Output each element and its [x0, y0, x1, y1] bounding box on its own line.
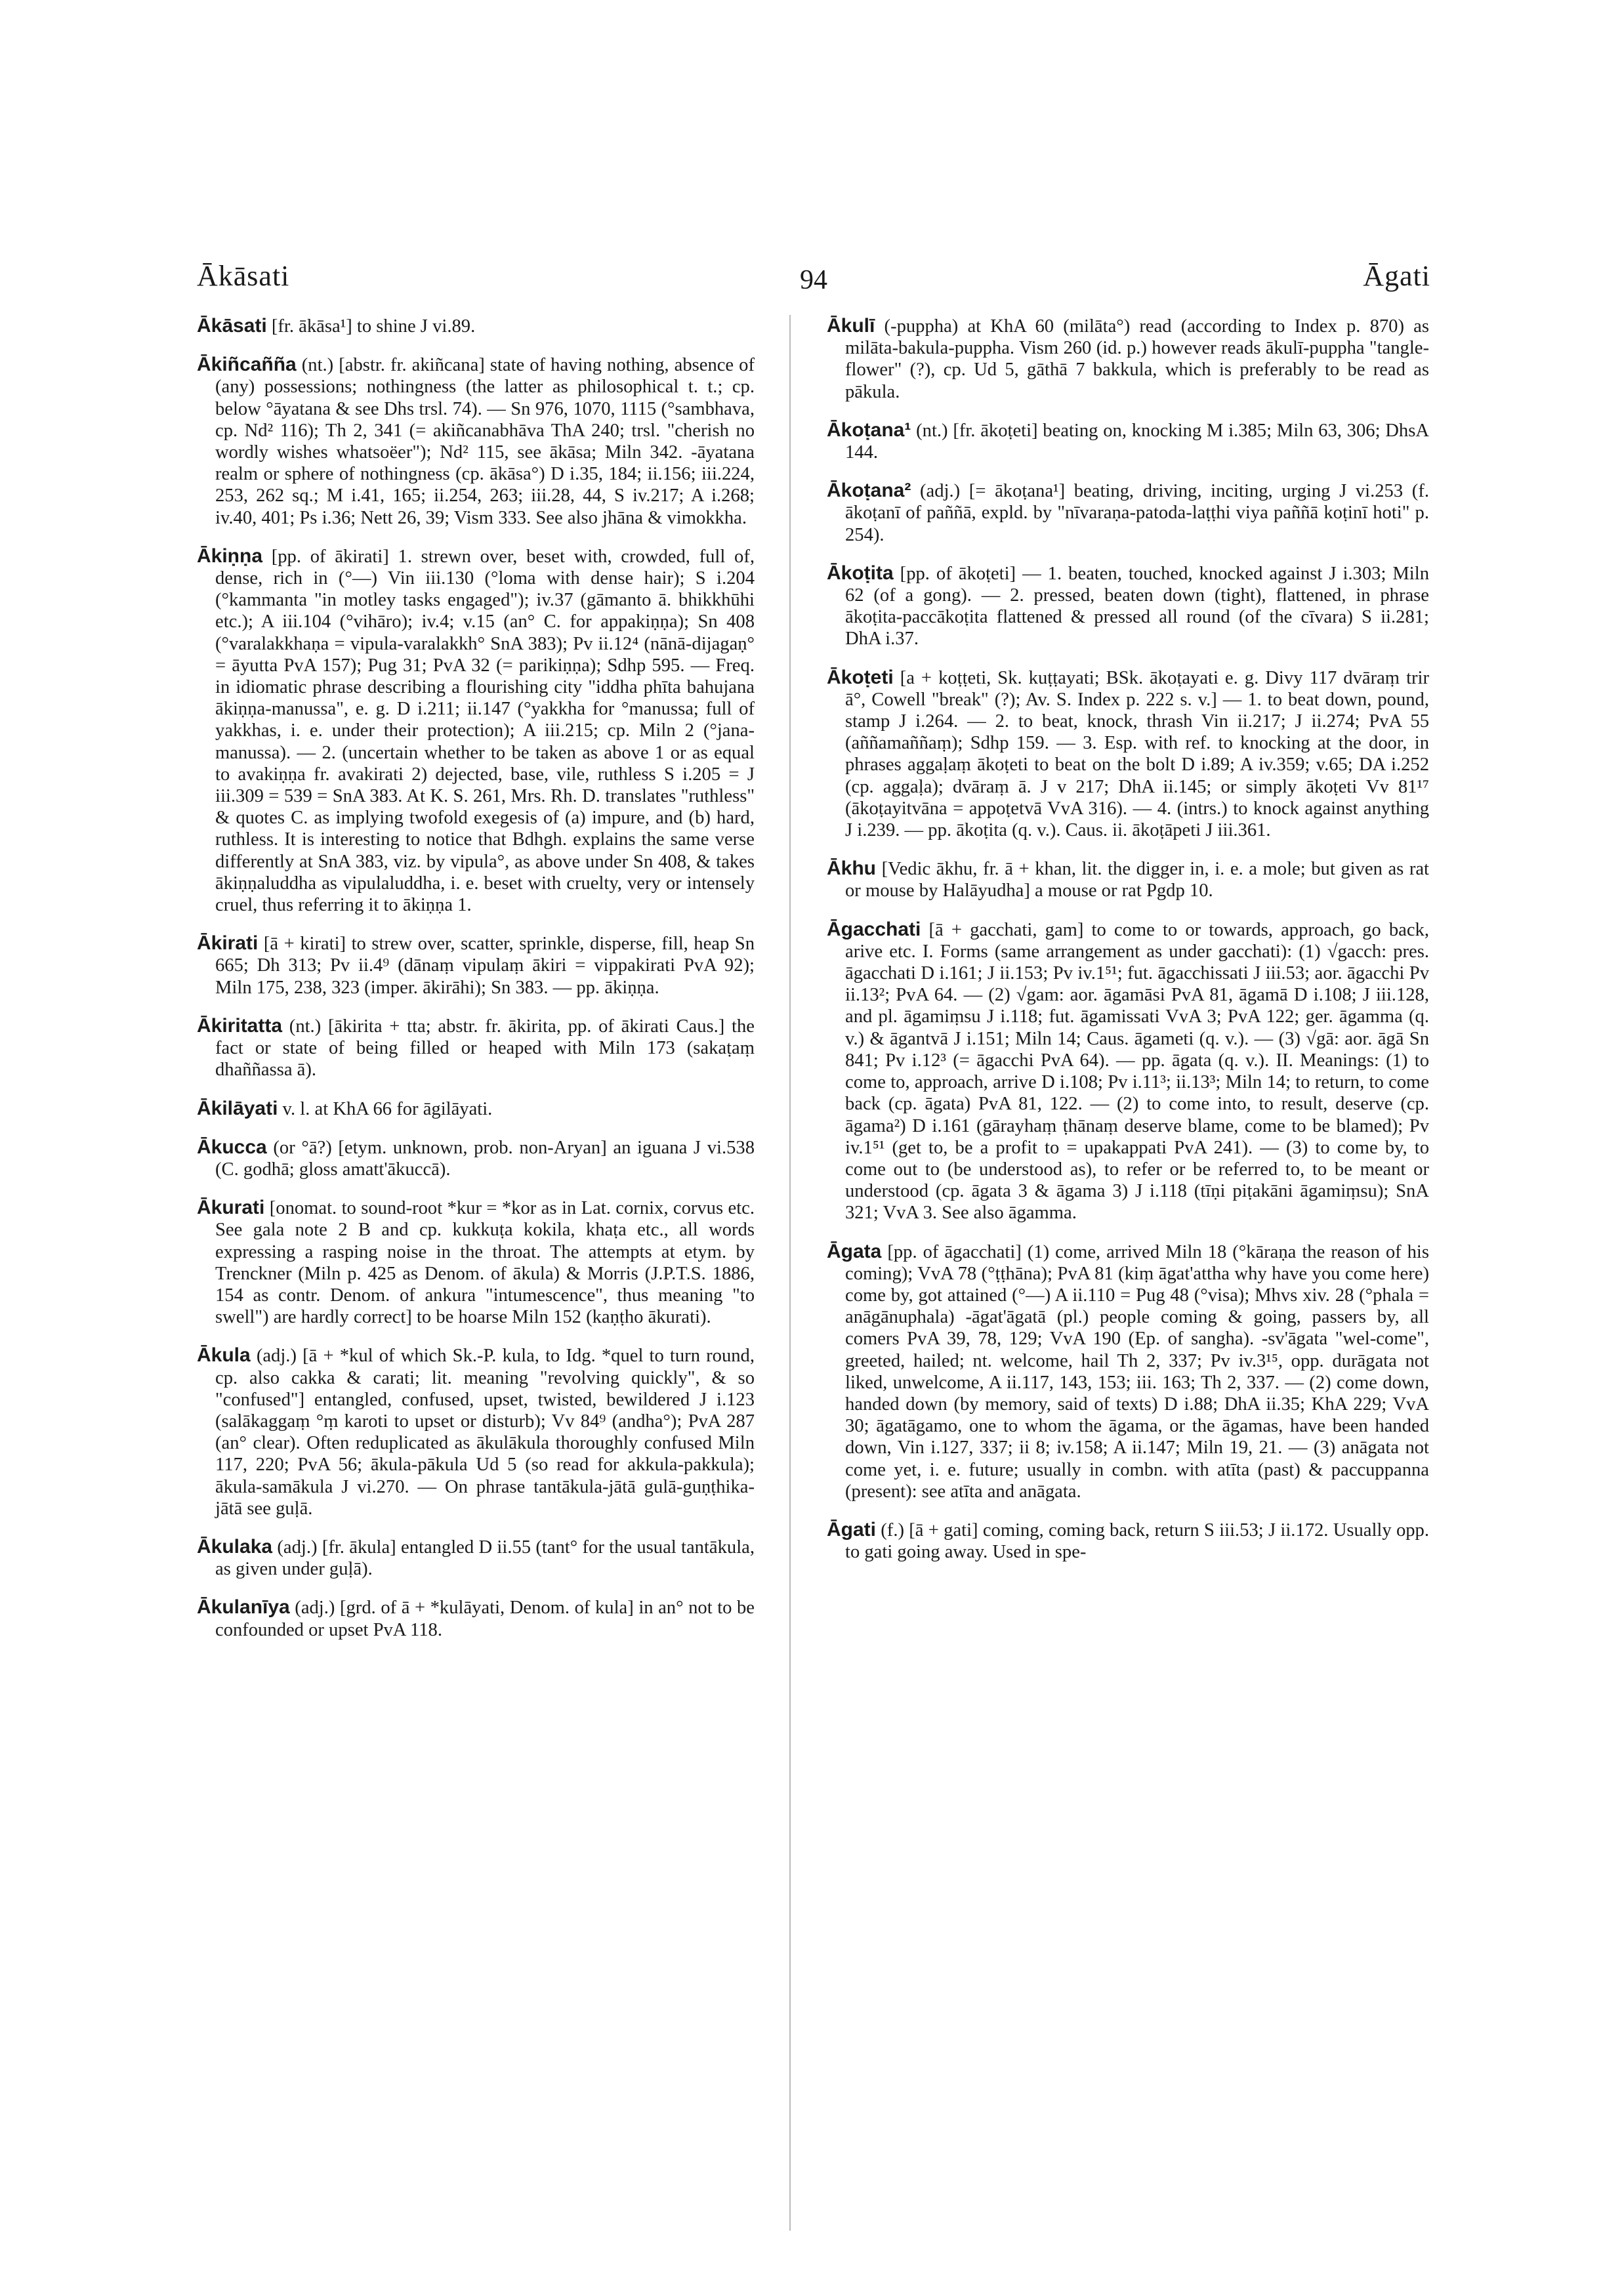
entry-headword: Ākoṭana¹ — [827, 419, 911, 441]
entry-body: [ā + kirati] to strew over, scatter, sprinkle, disperse, fill, heap Sn 665; Dh 313; Pv ii.4⁹ (dānaṃ vipulaṃ ākiri = vippakirati PvA 92); Miln 175, 238, 323 (imper. ākirāhi); Sn 383. — pp. ākiṇṇa. — [215, 934, 755, 998]
dictionary-entry — [197, 354, 755, 529]
entry-headword: Ākoṭeti — [827, 666, 894, 688]
dictionary-entry — [827, 1519, 1429, 1563]
dictionary-entry — [827, 667, 1429, 842]
entry-body: (-puppha) at KhA 60 (milāta°) read (according to Index p. 870) as milāta-bakula-puppha. Vism 260 (id. p.) however reads ākulī-puppha "tangle-flower" (?), cp. Ud 5, gāthā 7 bakkula, which is preferably to be read as pākula. — [845, 316, 1429, 402]
entry-headword: Ākulaka — [197, 1535, 273, 1558]
dictionary-entry — [827, 858, 1429, 901]
entry-body: [pp. of āgacchati] (1) come, arrived Miln 18 (°kāraṇa the reason of his coming); VvA 78 (°ṭṭhāna); PvA 81 (kiṃ āgat'attha why have you come here) come by, got attained (°—) A ii.110 = Pug 48 (°visa); Mhvs xiv. 28 (°phala = anāgānuphala) -āgat'āgatā (pl.) people coming & going, passers by, all comers PvA 39, 78, 129; VvA 190 (Ep. of sangha). -sv'āgata "wel-come", greeted, hailed; nt. welcome, hail Th 2, 337; Pv iv.3¹⁵, opp. durāgata not liked, unwelcome, A ii.117, 143, 153; iii. 163; Th 2, 337. — (2) come down, handed down (by memory, said of texts) D i.88; DhA ii.35; KhA 229; VvA 30; āgatāgamo, one to whom the āgama, or the āgamas, have been handed down, Vin i.127, 337; ii 8; iv.158; A ii.147; Miln 19, 21. — (3) anāgata not come yet, i. e. future; usually in combn. with atīta (past) & paccuppanna (present): see atīta and anāgata. — [845, 1241, 1429, 1502]
entry-headword: Ākoṭana² — [827, 480, 911, 502]
header-right-guideword: Āgati — [1363, 260, 1430, 292]
entry-headword: Ākulanīya — [197, 1596, 290, 1619]
dictionary-entry — [827, 315, 1429, 403]
dictionary-entry — [197, 932, 755, 999]
entry-body: (nt.) [abstr. fr. akiñcana] state of having nothing, absence of (any) possessions; nothingness (the latter as philosophical t. t.; cp. below °āyatana & see Dhs trsl. 74). — Sn 976, 1070, 1115 (°sambhava, cp. Nd² 116); Th 2, 341 (= akiñcanabhāva ThA 240; trsl. "cherish no wordly wishes whatsoëer"); Nd² 115, see ākāsa; Miln 342. -āyatana realm or sphere of nothingness (cp. ākāsa°) D i.35, 184; ii.156; iii.224, 253, 262 sq.; M i.41, 165; ii.254, 263; iii.28, 44, S iv.217; A i.268; iv.40, 401; Ps i.36; Nett 26, 39; Vism 333. See also jhāna & vimokkha. — [215, 355, 755, 528]
dictionary-entry — [827, 919, 1429, 1224]
entry-body: (adj.) [grd. of ā + *kulāyati, Denom. of kula] in an° not to be confounded or upset PvA 118. — [215, 1598, 755, 1640]
entry-body: [fr. ākāsa¹] to shine J vi.89. — [266, 316, 476, 337]
entry-body: (adj.) [= ākoṭana¹] beating, driving, inciting, urging J vi.253 (f. ākoṭanī of paññā, expld. by "nīvaraṇa-patoda-laṭṭhi viya paññā koṭinī hoti" p. 254). — [845, 481, 1429, 545]
entry-headword: Ākurati — [197, 1197, 265, 1219]
entry-body: v. l. at KhA 66 for āgilāyati. — [278, 1098, 493, 1119]
entry-body: (nt.) [ākirita + tta; abstr. fr. ākirita, pp. of ākirati Caus.] the fact or state of being filled or heaped with Miln 173 (sakaṭaṃ dhaññassa ā). — [215, 1016, 755, 1081]
entry-body: [pp. of ākirati] 1. strewn over, beset with, crowded, full of, dense, rich in (°—) Vin iii.130 (°loma with dense hair); S i.204 (°kammanta "in motley tasks engaged"); iv.37 (gāmanto ā. bhikkhūhi etc.); A iii.104 (°vihāro); iv.4; v.15 (an° C. for appakiṇṇa); Sn 408 (°varalakkhaṇa = vipula-varalakkh° SnA 383); Pv ii.12⁴ (nānā-dijagaṇ° = āyutta PvA 157); Pug 31; PvA 32 (= parikiṇṇa); Sdhp 595. — Freq. in idiomatic phrase describing a flourishing city "iddha phīta bahujana ākiṇṇa-manussa", e. g. D i.211; ii.147 (°yakkha for °manussa; full of yakkhas, i. e. under their protection); A iii.215; cp. Miln 2 (°jana-manussa). — 2. (uncertain whether to be taken as above 1 or as equal to avakiṇṇa fr. avakirati 2) dejected, base, vile, ruthless S i.205 = J iii.309 = 539 = SnA 383. At K. S. 261, Mrs. Rh. D. translates "ruthless" & quotes C. as implying twofold exegesis of (a) impure, and (b) hard, ruthless. It is interesting to notice that Bdhgh. explains the same verse differently at SnA 383, viz. by vipula°, as above under Sn 408, & takes ākiṇṇaluddha as vipulaluddha, i. e. beset with cruelty, very or intensely cruel, thus referring it to ākiṇṇa 1. — [215, 546, 755, 916]
dictionary-entry — [197, 1098, 755, 1120]
entry-headword: Āgacchati — [827, 918, 921, 940]
entry-body: (adj.) [ā + *kul of which Sk.-P. kula, to Idg. *quel to turn round, cp. also cakka & carati; lit. meaning "revolving quickly", & so "confused"] entangled, confused, upset, twisted, bewildered J i.123 (salākaggaṃ °ṃ karoti to upset or disturb); Vv 84⁹ (andha°); PvA 287 (an° clear). Often reduplicated as ākulākula thoroughly confused Miln 117, 220; PvA 56; ākula-pākula Ud 5 (so read for akkula-pakkula); ākula-samākula J vi.270. — On phrase tantākula-jātā gulā-guṇṭhika-jātā see guḷā. — [215, 1346, 755, 1519]
entry-body: [Vedic ākhu, fr. ā + khan, lit. the digger in, i. e. a mole; but given as rat or mouse by Halāyudha] a mouse or rat Pgdp 10. — [845, 859, 1429, 901]
entry-headword: Ākucca — [197, 1136, 267, 1158]
entry-body: [a + koṭṭeti, Sk. kuṭṭayati; BSk. ākoṭayati e. g. Divy 117 dvāraṃ trir ā°, Cowell "break" (?); Av. S. Index p. 222 s. v.] — 1. to beat down, pound, stamp J i.264. — 2. to beat, knock, thrash Vin ii.217; J ii.274; PvA 55 (aññamaññaṃ); Sdhp 159. — 3. Esp. with ref. to knocking at the door, in phrases aggaḷaṃ ākoṭeti to beat on the bolt D i.89; A iv.359; v.65; DA i.252 (cp. aggaḷa); dvāraṃ ā. J v 217; DhA ii.145; or simply ākoṭeti Vv 81¹⁷ (ākoṭayitvāna = appoṭetvā VvA 316). — 4. (intrs.) to knock against anything J i.239. — pp. ākoṭita (q. v.). Caus. ii. ākoṭāpeti J iii.361. — [845, 667, 1429, 841]
right-column — [827, 315, 1429, 1579]
entry-headword: Ākiñcañña — [197, 354, 297, 376]
dictionary-entry — [197, 1344, 755, 1520]
dictionary-entry — [827, 419, 1429, 463]
entry-body: (f.) [ā + gati] coming, coming back, return S iii.53; J ii.172. Usually opp. to gati going away. Used in spe- — [845, 1520, 1429, 1563]
entry-headword: Āgata — [827, 1240, 882, 1262]
entry-headword: Ākula — [197, 1344, 251, 1367]
dictionary-entry — [197, 545, 755, 916]
dictionary-entry — [827, 480, 1429, 546]
page-number: 94 — [800, 265, 827, 295]
running-header — [197, 259, 1430, 299]
header-left-guideword: Ākāsati — [197, 260, 290, 292]
dictionary-entry — [197, 1197, 755, 1328]
dictionary-entry — [197, 1015, 755, 1081]
entry-headword: Ākiritatta — [197, 1014, 283, 1037]
entry-headword: Ākilāyati — [197, 1097, 278, 1119]
entry-body: [ā + gacchati, gam] to come to or towards, approach, go back, arive etc. I. Forms (same arrangement as under gacchati): (1) √gacch: pres. āgacchati D i.161; J ii.153; Pv iv.1⁵¹; fut. āgacchissati J iii.53; aor. āgacchi Pv ii.13²; PvA 64. — (2) √gam: aor. āgamāsi PvA 81, āgamā D i.108; J iii.128, and pl. āgamiṃsu J i.118; fut. āgamissati VvA 3; PvA 122; ger. āgamma (q. v.) & āgantvā J i.151; Miln 14; Caus. āgameti (q. v.). — (3) √gā: aor. āgā Sn 841; Pv i.12³ (= āgacchi PvA 64). — pp. āgata (q. v.). II. Meanings: (1) to come to, approach, arrive D i.108; Pv i.11³; ii.13³; Miln 14; to return, to come back (cp. āgata) PvA 81, 122. — (2) to come into, to result, deserve (cp. āgama²) D i.161 (gārayhaṃ ṭhānaṃ deserve blame, come to be blamed); Pv iv.1⁵¹ (get to, be a profit to = upakappati PvA 241). — (3) to come by, to come out to (be understood as), to refer or be referred to, to be meant or understood (cp. āgata 3 & āgama 3) J i.118 (tīṇi piṭakāni āgamiṃsu); SnA 321; VvA 3. See also āgamma. — [845, 919, 1429, 1224]
entry-body: [onomat. to sound-root *kur = *kor as in Lat. cornix, corvus etc. See gala note 2 B and cp. kukkuṭa kokila, khaṭa etc., all words expressing a rasping noise in the throat. The attempts at etym. by Trenckner (Miln p. 425 as Denom. of ākula) & Morris (J.P.T.S. 1886, 154 as contr. Denom. of ankura "intumescence", thus meaning "to swell") are hardly correct] to be hoarse Miln 152 (kaṇṭho ākurati). — [215, 1198, 755, 1328]
entry-headword: Āgati — [827, 1518, 876, 1540]
dictionary-entry — [827, 562, 1429, 650]
entry-headword: Ākāsati — [197, 315, 267, 337]
entry-headword: Ākulī — [827, 315, 875, 337]
left-column — [197, 315, 755, 1657]
entry-body: (nt.) [fr. ākoṭeti] beating on, knocking M i.385; Miln 63, 306; DhsA 144. — [845, 420, 1429, 463]
dictionary-entry — [827, 1241, 1429, 1502]
dictionary-entry — [197, 1596, 755, 1640]
entry-body: (adj.) [fr. ākula] entangled D ii.55 (tant° for the usual tantākula, as given under guḷā). — [215, 1537, 755, 1580]
entry-headword: Ākhu — [827, 858, 876, 880]
dictionary-entry — [197, 1136, 755, 1180]
column-divider — [789, 315, 791, 2231]
entry-headword: Ākiṇṇa — [197, 545, 263, 567]
entry-headword: Ākirati — [197, 932, 259, 955]
dictionary-entry — [197, 1536, 755, 1580]
dictionary-entry — [197, 315, 755, 337]
entry-headword: Ākoṭita — [827, 562, 894, 584]
entry-body: (or °ā?) [etym. unknown, prob. non-Aryan] an iguana J vi.538 (C. godhā; gloss amatt'ākuccā). — [215, 1137, 755, 1180]
entry-body: [pp. of ākoṭeti] — 1. beaten, touched, knocked against J i.303; Miln 62 (of a gong). — 2. pressed, beaten down (tight), flattened, in phrase ākoṭita-paccākoṭita flattened & pressed all round (of the cīvara) S ii.281; DhA i.37. — [845, 563, 1429, 650]
